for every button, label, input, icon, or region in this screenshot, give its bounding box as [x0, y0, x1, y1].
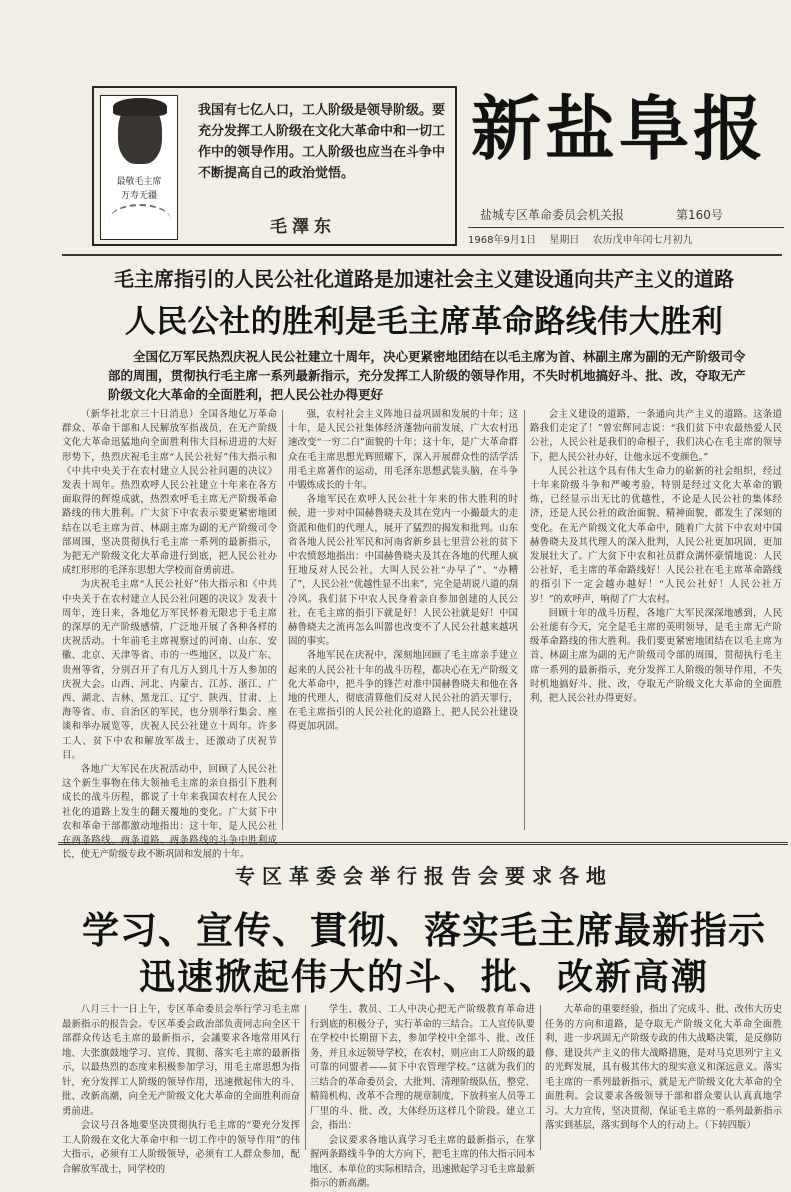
column-divider: [540, 1005, 541, 1150]
paragraph: 人民公社这个具有伟大生命力的崭新的社会组织，经过十年来阶级斗争和严峻考验，特别是经过文化大革命的锻炼，已经显示出无比的优越性，不论是人民公社的集体经济，还是人民公社的政治面貌、精神面貌，都发生了深刻的变化。在无产阶级文化大革命中，随着广大贫下中农对中国赫鲁晓夫及其代理人的深入批判，人民公社更加巩固，更加发展壮大了。广大贫下中农和社员群众满怀豪情地说：人民公社好，毛主席的革命路线好！人民公社在毛主席革命路线的指引下一定会越办越好！“人民公社好！人民公社万岁！”的欢呼声，响彻了广大农村。: [530, 465, 782, 605]
second-article-column-1: [62, 1003, 300, 1175]
leader-portrait: [100, 95, 178, 240]
lunar-date: 农历戊申年闰七月初九: [592, 235, 693, 246]
main-subhead: 全国亿万军民热烈庆祝人民公社建立十周年，决心更紧密地团结在以毛主席为首、林副主席为副的无产阶级司令部的周围，贯彻执行毛主席一系列最新指示，充分发挥工人阶级的领导作用，不失时机地搞好斗、批、改，夺取无产阶级文化大革命的全面胜利，把人民公社办得更好: [108, 349, 746, 402]
paragraph: 为庆祝毛主席“人民公社好”伟大指示和《中共中央关于在农村建立人民公社问题的决议》发表十周年，连日来，各地亿万军民怀着无限忠于毛主席的深厚的无产阶级感情，广泛地开展了各种各样的庆祝活动。十年前毛主席视察过的河南、山东、安徽、北京、天津等省、市的一些地区，以及广东、贵州等省，分别召开了有几万人到几十万人参加的庆祝大会。山西、河北、内蒙古、江苏、浙江、广西、湖北、吉林、黑龙江、辽宁、陕西、甘肃、上海等省、市、自治区的军民，也分别举行集会、座谈和举办展览等，庆祝人民公社建立十周年。许多工人、贫下中农和解放军战士，还激动了庆祝节目。: [62, 579, 277, 761]
dateline: [468, 231, 784, 246]
paragraph: 会主义建设的道路，一条通向共产主义的道路。这条道路我们走定了！”曾宏辉同志说：“我们贫下中农最热爱人民公社，人民公社是我们的命根子，我们决心在毛主席的领导下，把人民公社办好，让他永远不变颜色。”: [530, 409, 782, 463]
portrait-cap-image: [113, 98, 167, 116]
issue-date: 1968年9月1日: [468, 235, 537, 246]
paragraph: 八月三十一日上午，专区革命委员会举行学习毛主席最新指示的报告会。专区革委会政治部负责同志向全区干部群众传达毛主席的最新指示，会議要求各地常用风行地、大张旗鼓地学习、宣传、貫彻、落实毛主席的最新指示，以最热烈的态度来积极参加学习，用毛主席思想为指针，充分发挥工人阶级的领导作用，迅速掀起伟大的斗、批、改新高潮，向全无产阶级文化大革命的全面胜利而奋勇前进。: [62, 1004, 300, 1117]
paragraph: 会议号召各地要坚决贯彻执行毛主席的“要充分发挥工人阶级在文化大革命中和一切工作中的领导作用”的伟大指示，必须有工人阶级领导，必须有工人群众参加，配合解放军战士，同学校的: [62, 1120, 300, 1175]
paragraph: 大革命的重要经验，指出了完成斗、批、改伟大历史任务的方向和道路，是夺取无产阶级文化大革命全面胜利，进一步巩固无产阶级专政的伟大战略决策，是反修防修、建设共产主义的伟大战略措施，是对马克思列宁主义的光辉发展，具有极其伟大的现实意义和深远意义。落实毛主席的一系列最新指示，就是无产阶级文化大革命的全面胜利。会议要求各级领导干部和群众要认认真真地学习。大力宣传，坚决贯彻，保证毛主席的一系列最新指示落实到基层，落实到每个人的行动上。（下转四版）: [545, 1004, 782, 1131]
main-article-column-1: [62, 408, 277, 861]
paragraph: 各地广大军民在庆祝活动中，回顾了人民公社这个新生事物在伟大领袖毛主席的亲自指引下胜利成长的战斗历程，都说了十年来我国农村在人民公社化的道路上发生的翻天覆地的变化。广大贫下中农和革命干部都激动地指出：这十年，是人民公社在两条路线、两条道路、两条路线的斗争中胜利成长，使无产阶级专政不断巩固和发展的十年。: [62, 764, 277, 861]
main-headline: 人民公社的胜利是毛主席革命路线伟大胜利: [124, 304, 724, 340]
masthead-divider: [62, 254, 782, 256]
newspaper-title: 新盐阜报: [471, 88, 767, 170]
portrait-slogan-line2: 万寿无疆: [120, 191, 157, 201]
issue-number: 第160号: [676, 208, 723, 222]
second-kicker: 专区革委会举行报告会要求各地: [235, 864, 613, 888]
portrait-slogan-line1: 最敬毛主席: [116, 177, 162, 187]
publisher-line: [480, 206, 780, 223]
paragraph: 学生、教员、工人中决心把无产阶级教育革命进行到底的积极分子，实行革命的三结合。工人宣传队要在学校中长期留下去，参加学校中全部斗、批、改任务，并且永远领导学校，在农村，则应由工人阶级的最可靠的同盟者——贫下中农管理学校。”这就为我们的三结合的革命委员会，大批判、清理阶级队伍，整党、精简机构、改革不合理的规章制度，下放科室人员等工厂里的斗、批、改，大体经历这样几个阶段。建立工会，指出：: [310, 1004, 536, 1131]
leader-quote: 我国有七亿人口，工人阶级是领导阶级。要充分发挥工人阶级在文化大革命中和一切工作中的领导作用。工人阶级也应当在斗争中不断提高自己的政治觉悟。: [198, 103, 446, 181]
column-divider: [282, 410, 283, 830]
dateline-rule: [468, 227, 784, 228]
second-headline-2: 迅速掀起伟大的斗、批、改新高潮: [138, 957, 709, 998]
paragraph: （新华社北京三十日消息）全国各地亿万革命群众、革命干部和人民解放军指战员，在无产阶级文化大革命迅猛地向全面胜利伟大目标进进的大好形势下，热烈庆祝毛主席“人民公社好”伟大指示和《中共中央关于在农村建立人民公社问题的决议》发表十周年。热烈欢呼人民公社建立十年来在各方面取得的辉煌成就，热烈欢呼毛主席无产阶级革命路线的伟大胜利。广大贫下中农表示要更紧密地团结在以毛主席为首、林副主席为副的无产阶级司令部周围，坚决贯彻执行毛主席一系列的最新指示，为把无产阶级文化大革命进行到底，把人民公社办成红形形的毛泽东思想大学校而奋勇前进。: [62, 409, 277, 577]
paragraph: 强，农村社会主义阵地日益巩固和发展的十年；这十年，是人民公社集体经济蓬勃向前发展，广大农村迅速改变“一穷二白”面貌的十年；这十年，是广大革命群众在毛主席思想光辉照耀下，深入开展群众性的活学活用毛主席著作的运动，用毛泽东思想武装头脑，在斗争中锻炼成长的十年。: [288, 409, 518, 492]
second-article-column-2: [310, 1003, 536, 1189]
paragraph: 会议要求各地认真学习毛主席的最新指示，在掌握两条路线斗争的大方向下，把毛主席的伟大指示同本地区、本单位的实际相结合，迅速掀起学习毛主席最新指示的新高潮。: [310, 1134, 536, 1189]
paragraph: 各地军民在庆祝中，深刻地回顾了毛主席亲手建立起来的人民公社十年的战斗历程，都决心在无产阶级文化大革命中，把斗争的锋芒对准中国赫鲁晓夫和他在各地的代理人，彻底清算他们反对人民公社的滔天罪行，在毛主席指引的人民公社化的道路上，把人民公社建设得更加巩固。: [288, 650, 518, 733]
paragraph: 回顾十年的战斗历程，各地广大军民深深地感到，人民公社能有今天，完全是毛主席的英明领导，是毛主席无产阶级革命路线的伟大胜利。我们要更紧密地团结在以毛主席为首、林副主席为副的无产阶级司令部的周围，贯彻执行毛主席一系列的最新指示，充分发挥工人阶级的领导作用，不失时机地搞好斗、批、改，夺取无产阶级文化大革命的全面胜利，把人民公社办得更好。: [530, 607, 782, 705]
paragraph: 各地军民在欢呼人民公社十年来的伟大胜利的时候，进一步对中国赫鲁晓夫及其在党内一小撮最大的走资派和他们的代理人，展开了猛烈的揭发和批判。山东省各地人民公社军民和河南省新乡县七里营公社的贫下中农愤怒地指出：中国赫鲁晓夫及其在各地的代理人疯狂地反对人民公社，大叫人民公社“办早了”、“办糟了”，人民公社“优越性显不出来”，完全是胡说八道的刮冷风。我们贫下中农人民身着亲自参加创建的人民公社，在毛主席的指引下就是好！人民公社就是好！中国赫鲁晓夫之流再怎么叫嚣也改变不了人民公社越来越巩固的事实。: [288, 494, 519, 648]
main-article-column-2: [288, 408, 518, 848]
quote-author: 毛澤东: [270, 217, 336, 237]
publisher-name: 盐城专区革命委员会机关报: [480, 208, 625, 222]
main-kicker: 毛主席指引的人民公社化道路是加速社会主义建设通向共产主义的道路: [114, 267, 734, 291]
column-divider: [305, 1005, 306, 1150]
second-headline-1: 学习、宣传、貫彻、落实毛主席最新指示: [82, 909, 766, 952]
column-divider: [524, 410, 525, 830]
second-article-column-3: [545, 1003, 782, 1148]
main-article-column-3: [530, 408, 782, 778]
wreath-decoration: [109, 204, 171, 236]
weekday: 星期日: [549, 235, 580, 246]
